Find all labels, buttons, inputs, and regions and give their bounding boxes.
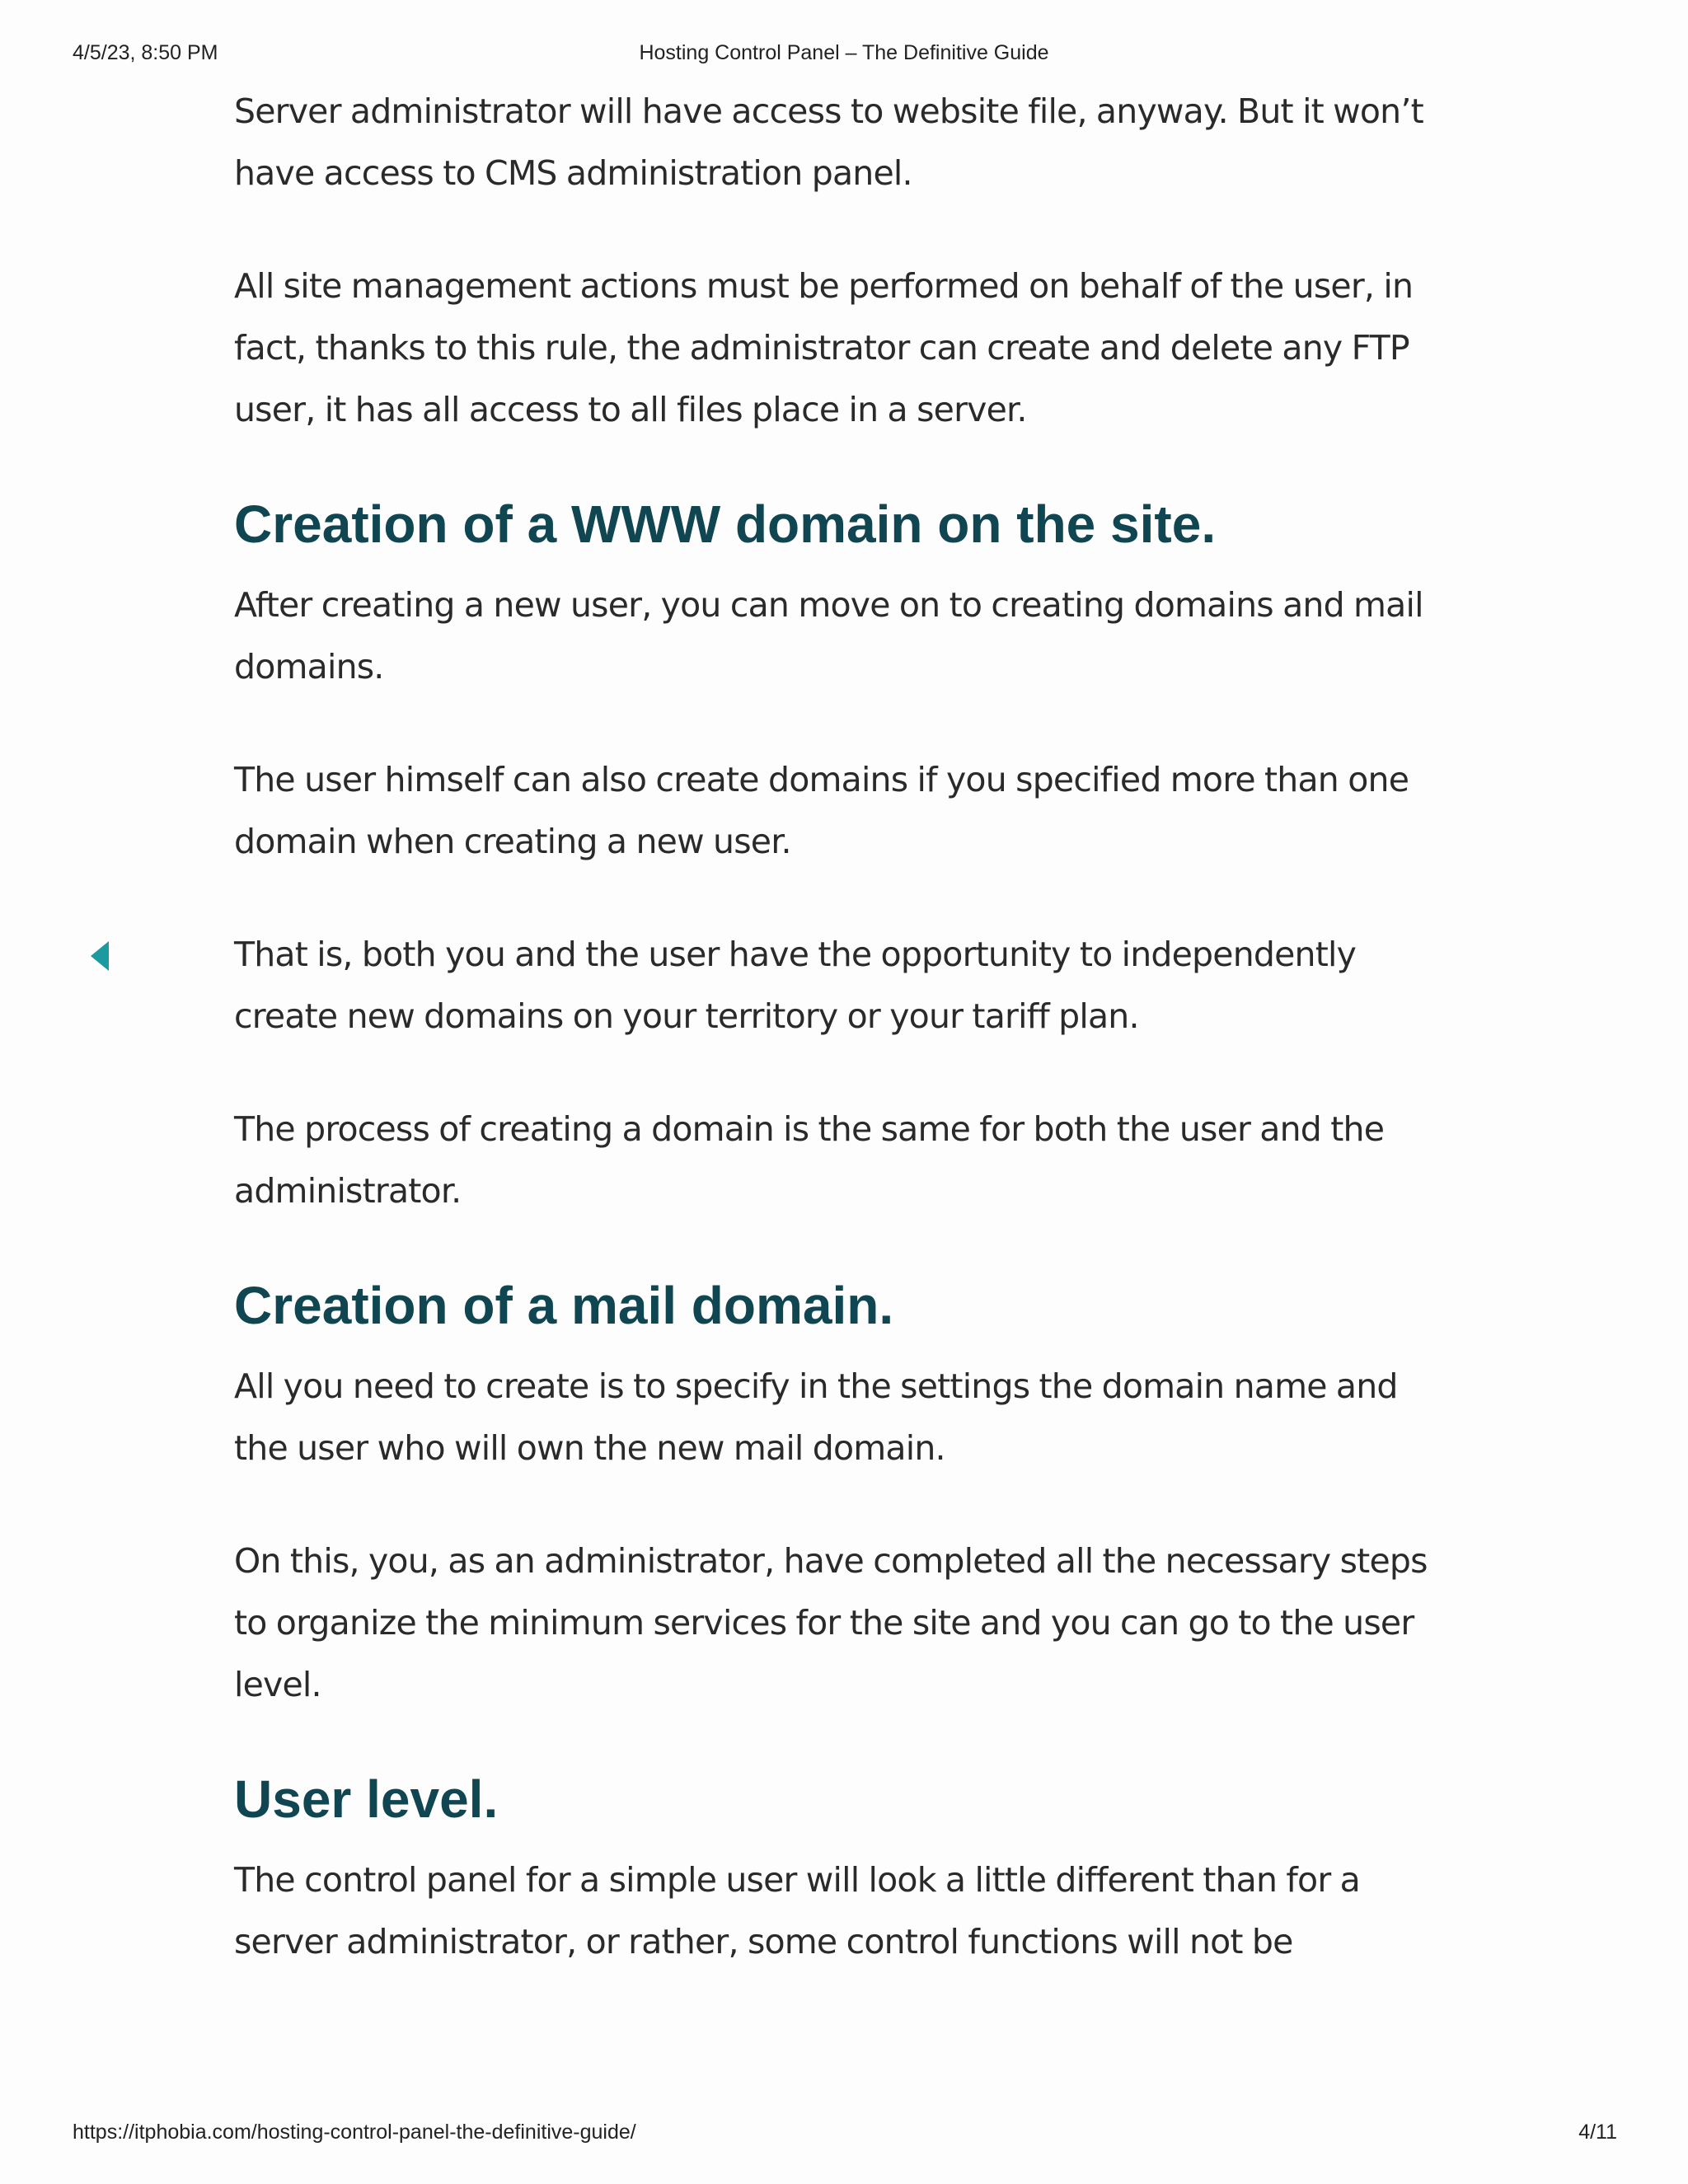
heading-user-level: User level. bbox=[234, 1769, 499, 1829]
page-number: 4/11 bbox=[1578, 2121, 1617, 2144]
print-date: 4/5/23, 8:50 PM bbox=[73, 41, 218, 64]
page-url: https://itphobia.com/hosting-control-panel-the-definitive-guide/ bbox=[73, 2121, 636, 2144]
paragraph-both-create-domains: That is, both you and the user have the opportunity to independently create new domains on your territory or your tariff plan. bbox=[234, 935, 1357, 1036]
heading-mail-domain: Creation of a mail domain. bbox=[234, 1276, 894, 1335]
paragraph-site-management-actions: All site management actions must be performed on behalf of the user, in fact, thanks to this rule, the administrator can create and delete any FTP user, it has all access to all files place in a server. bbox=[234, 266, 1414, 429]
paragraph-server-admin-access: Server administrator will have access to website file, anyway. But it won’t have access to CMS administration panel. bbox=[234, 91, 1423, 193]
paragraph-after-creating-user: After creating a new user, you can move on to creating domains and mail domains. bbox=[234, 585, 1423, 687]
paragraph-admin-completed: On this, you, as an administrator, have completed all the necessary steps to organize the minimum services for the site and you can go to the user level. bbox=[234, 1541, 1428, 1704]
article-body bbox=[234, 81, 1454, 2024]
paragraph-mail-domain-settings: All you need to create is to specify in the settings the domain name and the user who will own the new mail domain. bbox=[234, 1366, 1398, 1468]
caret-left-icon[interactable] bbox=[91, 941, 109, 971]
print-footer bbox=[0, 2121, 1688, 2149]
document-title: Hosting Control Panel – The Definitive Guide bbox=[639, 41, 1049, 64]
heading-www-domain: Creation of a WWW domain on the site. bbox=[234, 494, 1217, 554]
print-header bbox=[0, 41, 1688, 69]
paragraph-user-control-panel: The control panel for a simple user will look a little different than for a server administrator, or rather, some control functions will not be bbox=[234, 1860, 1360, 1961]
paragraph-same-process: The process of creating a domain is the same for both the user and the administrator. bbox=[234, 1109, 1385, 1211]
paragraph-user-create-domains: The user himself can also create domains if you specified more than one domain when creating a new user. bbox=[234, 760, 1409, 861]
